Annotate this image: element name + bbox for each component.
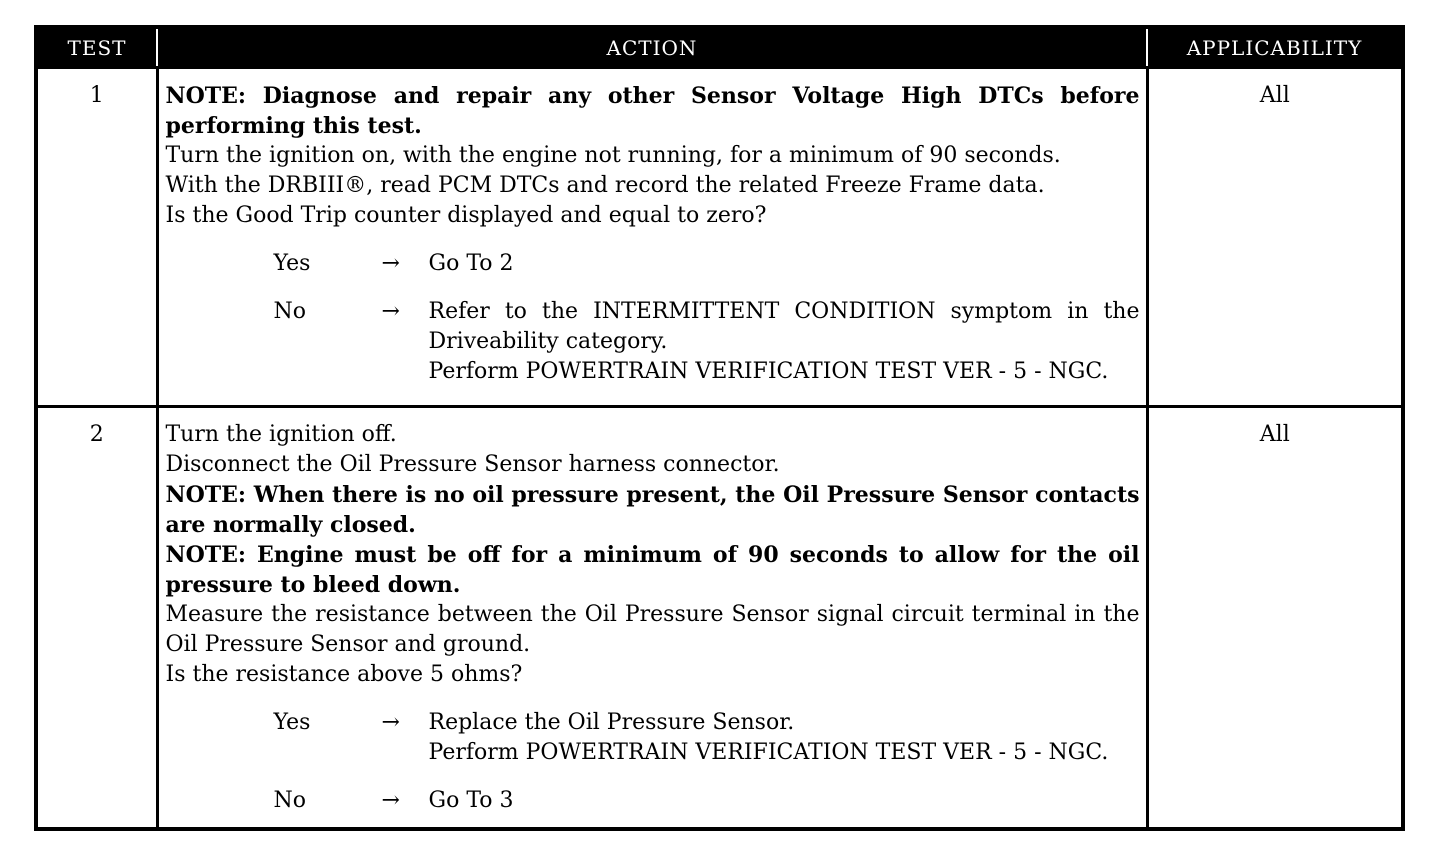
branch-result-line: Go To 3 <box>428 788 514 813</box>
table-row <box>36 68 1403 407</box>
action-cell <box>157 68 1147 407</box>
action-question: Is the Good Trip counter displayed and equal to zero? <box>165 203 767 228</box>
branch-answer: No <box>273 299 306 324</box>
diagnostic-test-table <box>34 25 1405 831</box>
branch-no <box>166 786 1140 816</box>
test-number: 1 <box>36 68 157 407</box>
branch-result <box>429 708 1140 768</box>
action-cell <box>157 407 1147 830</box>
action-step: Turn the ignition off. <box>165 422 397 447</box>
header-applicability: APPLICABILITY <box>1147 27 1403 68</box>
branch-result-line: Go To 2 <box>428 251 514 276</box>
header-test: TEST <box>36 27 157 68</box>
action-step: Measure the resistance between the Oil Pressure Sensor signal circuit terminal in the Oil Pressure Sensor and ground. <box>165 602 1140 657</box>
test-number: 2 <box>36 407 157 830</box>
action-question: Is the resistance above 5 ohms? <box>165 662 523 687</box>
branch-answer: Yes <box>273 251 311 276</box>
branch-yes <box>166 708 1140 768</box>
branch-result <box>429 786 1140 816</box>
arrow-right-icon: → <box>381 710 400 735</box>
branch-result-line: Replace the Oil Pressure Sensor. <box>428 710 795 735</box>
header-action: ACTION <box>157 27 1147 68</box>
branch-result-line: Refer to the INTERMITTENT CONDITION symptom in the Driveability category. <box>428 299 1140 354</box>
branch-result-line: Perform POWERTRAIN VERIFICATION TEST VER - 5 - NGC. <box>428 740 1109 765</box>
branch-answer: No <box>273 788 306 813</box>
arrow-right-icon: → <box>381 788 400 813</box>
arrow-right-icon: → <box>381 299 400 324</box>
branch-yes <box>166 249 1140 279</box>
applicability-cell: All <box>1147 68 1403 407</box>
action-step: Disconnect the Oil Pressure Sensor harness connector. <box>165 452 780 477</box>
action-note: NOTE: When there is no oil pressure present, the Oil Pressure Sensor contacts are normally closed. <box>165 482 1140 538</box>
action-step: Turn the ignition on, with the engine not running, for a minimum of 90 seconds. <box>165 143 1061 168</box>
branch-result-line: Perform POWERTRAIN VERIFICATION TEST VER - 5 - NGC. <box>428 359 1109 384</box>
action-step: With the DRBIII®, read PCM DTCs and record the related Freeze Frame data. <box>165 173 1045 198</box>
applicability-cell: All <box>1147 407 1403 830</box>
action-note: NOTE: Diagnose and repair any other Sensor Voltage High DTCs before performing this test. <box>165 83 1140 139</box>
table-header-row <box>36 27 1403 68</box>
table-row <box>36 407 1403 830</box>
action-note: NOTE: Engine must be off for a minimum of 90 seconds to allow for the oil pressure to bleed down. <box>165 542 1140 598</box>
branch-no <box>166 297 1140 387</box>
branch-answer: Yes <box>273 710 311 735</box>
arrow-right-icon: → <box>381 251 400 276</box>
branch-result <box>429 297 1140 387</box>
branch-result <box>429 249 1140 279</box>
